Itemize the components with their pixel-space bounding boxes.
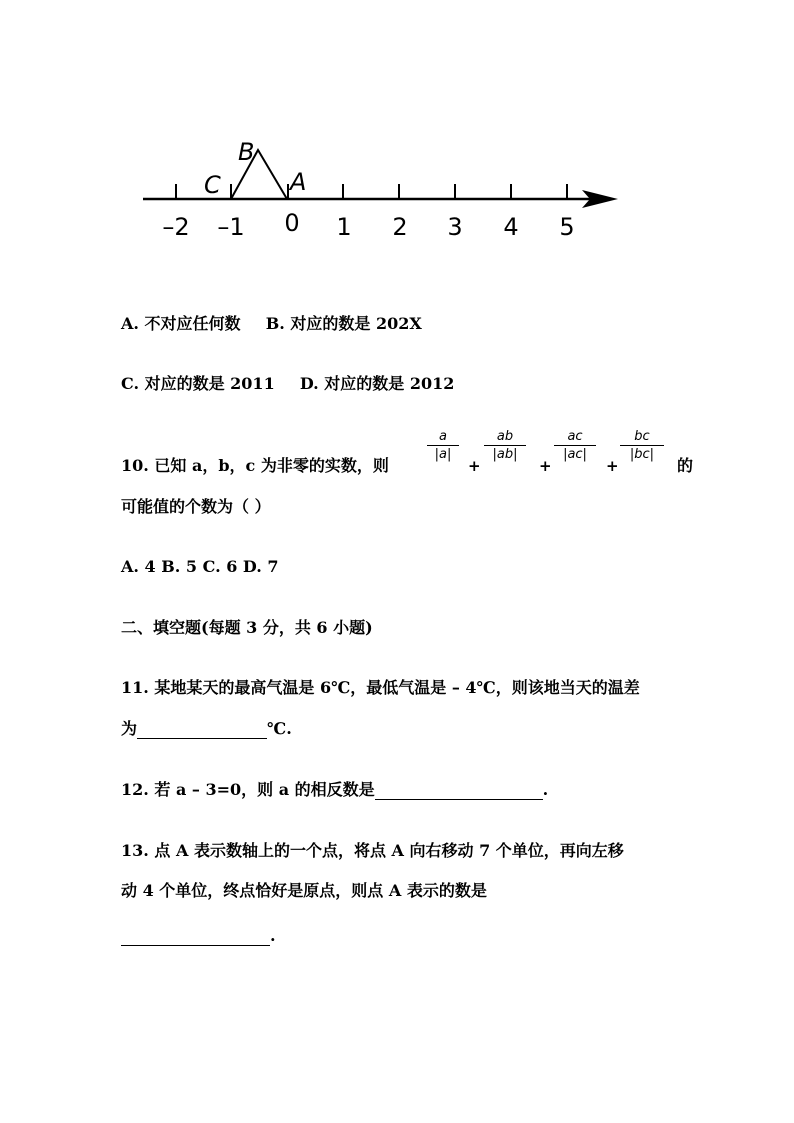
fraction-denominator: |ab|	[492, 447, 518, 462]
q12-prefix: 12. 若 a – 3=0，则 a 的相反数是	[121, 780, 375, 799]
q10-prefix: 10. 已知 a，b，c 为非零的实数，则	[121, 456, 389, 475]
fraction-numerator: ab	[496, 429, 514, 444]
fraction-numerator: ac	[567, 429, 583, 444]
q10-line1	[121, 456, 389, 476]
fraction-numerator: a	[439, 429, 447, 444]
section-title: 二、填空题(每题 3 分，共 6 小题)	[121, 618, 373, 637]
fraction-bar	[484, 445, 526, 446]
number-line-diagram	[0, 0, 794, 260]
point-labels	[204, 138, 306, 199]
q10-line2: 可能值的个数为（ ）	[121, 497, 271, 516]
tick-label: –1	[217, 213, 245, 241]
answer-blank[interactable]	[121, 929, 270, 946]
point-label-a: A	[290, 168, 307, 196]
q11-suffix: ℃.	[267, 719, 292, 738]
q9-options-line2	[121, 374, 454, 394]
fraction-denominator: |bc|	[629, 447, 655, 462]
q11-line1: 11. 某地某天的最高气温是 6℃，最低气温是 – 4℃，则该地当天的温差	[121, 678, 640, 697]
fraction-a-over-abs-a	[427, 429, 459, 462]
q11-line2	[121, 719, 292, 739]
plus-sign: +	[468, 457, 481, 475]
fraction-bc-over-abs-bc	[620, 429, 664, 462]
q12-line	[121, 780, 548, 800]
q10-suffix: 的	[677, 456, 694, 475]
fraction-denominator: |ac|	[563, 447, 587, 462]
fraction-ac-over-abs-ac	[554, 429, 596, 462]
q13-line1: 13. 点 A 表示数轴上的一个点，将点 A 向右移动 7 个单位，再向左移	[121, 841, 624, 860]
tick-labels	[162, 209, 574, 241]
tick-label: 5	[559, 213, 575, 241]
tick-label: 3	[447, 213, 463, 241]
tick-label: 2	[392, 213, 408, 241]
q13-suffix: .	[270, 926, 276, 945]
fraction-denominator: |a|	[434, 447, 452, 462]
tick-label: 0	[284, 209, 300, 237]
q10-options: A. 4 B. 5 C. 6 D. 7	[121, 557, 279, 576]
fraction-ab-over-abs-ab	[484, 429, 526, 462]
point-label-c: C	[204, 171, 221, 199]
q9-option-d: D. 对应的数是 2012	[299, 374, 455, 393]
q9-option-b: B. 对应的数是 202X	[265, 314, 422, 333]
q9-options-line1	[121, 314, 422, 334]
q11-prefix: 为	[121, 719, 138, 738]
tick-label: –2	[162, 213, 190, 241]
fraction-bar	[554, 445, 596, 446]
point-label-b: B	[238, 138, 255, 166]
fraction-numerator: bc	[634, 429, 650, 444]
tick-label: 4	[503, 213, 519, 241]
q13-line3	[121, 926, 276, 946]
q13-line2: 动 4 个单位，终点恰好是原点，则点 A 表示的数是	[121, 881, 487, 900]
q9-option-c: C. 对应的数是 2011	[121, 374, 275, 393]
tick-label: 1	[336, 213, 352, 241]
fraction-bar	[620, 445, 664, 446]
fraction-bar	[427, 445, 459, 446]
plus-sign: +	[606, 457, 619, 475]
answer-blank[interactable]	[137, 722, 267, 739]
q9-option-a: A. 不对应任何数	[121, 314, 241, 333]
q12-suffix: .	[542, 780, 549, 799]
plus-sign: +	[539, 457, 552, 475]
answer-blank[interactable]	[375, 783, 543, 800]
